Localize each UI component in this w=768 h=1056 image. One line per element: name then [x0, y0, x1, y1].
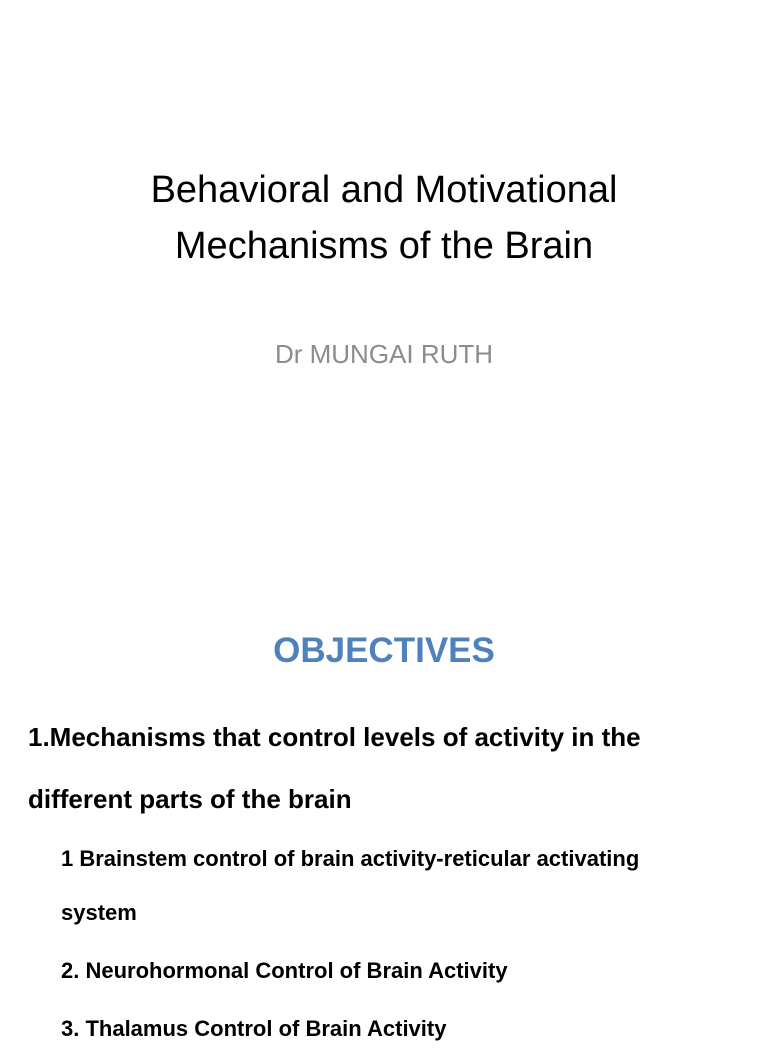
sub-point: 2. Neurohormonal Control of Brain Activity — [61, 958, 508, 983]
slide-title — [40, 162, 728, 274]
objectives-heading: OBJECTIVES — [273, 631, 495, 670]
objective-main-point: 1.Mechanisms that control levels of activity in the different parts of the brain — [28, 722, 641, 814]
objective-sub-points — [61, 832, 721, 1056]
sub-point: 3. Thalamus Control of Brain Activity — [61, 1016, 447, 1041]
objectives-slide — [0, 576, 768, 1041]
sub-point: 1 Brainstem control of brain activity-reticular activating system — [61, 846, 640, 925]
author-subtitle: Dr MUNGAI RUTH — [274, 339, 494, 369]
title-line-2: Mechanisms of the Brain — [174, 225, 594, 267]
title-line-1: Behavioral and Motivational — [150, 169, 618, 211]
